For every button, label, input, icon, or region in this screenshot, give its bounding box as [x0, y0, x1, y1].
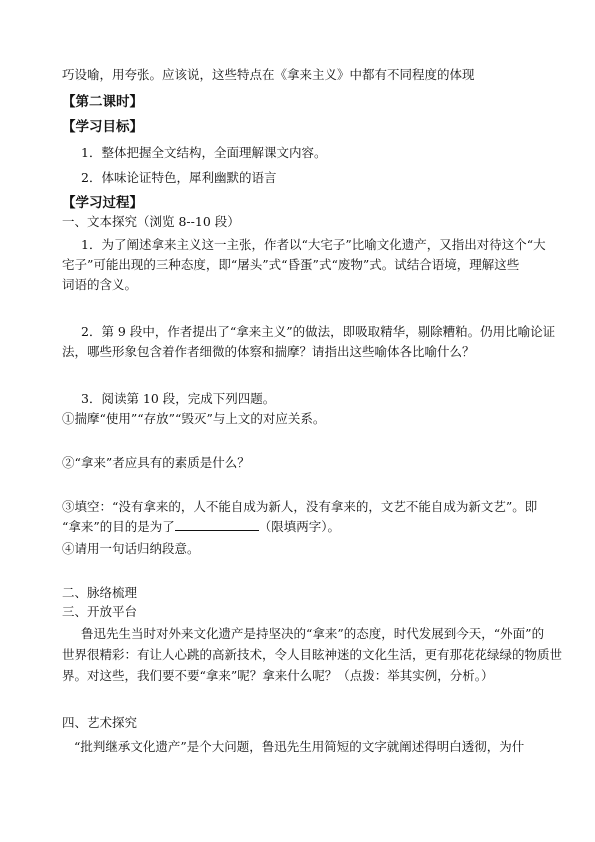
sub-question: ②“拿来”者应具有的素质是什么？ — [62, 455, 250, 470]
section-heading-process: 【学习过程】 — [62, 195, 143, 211]
objective-item: 1．整体把握全文结构，全面理解课文内容。 — [81, 145, 327, 160]
subsection-heading: 三、开放平台 — [62, 604, 138, 619]
question-text: 3．阅读第 10 段，完成下列四题。 — [81, 391, 276, 406]
question-text: 1．为了阐述拿来主义这一主张，作者以“大宅子”比喻文化遗产，又指出对待这个“大 — [81, 237, 546, 252]
section-heading-objectives: 【学习目标】 — [62, 119, 143, 135]
subsection-heading: 一、文本探究（浏览 8--10 段） — [62, 214, 240, 229]
question-text: 法，哪些形象包含着作者细微的体察和揣摩？请指出这些喻体各比喻什么？ — [62, 344, 475, 359]
fill-blank-prefix: “拿来”的目的是为了 — [62, 519, 175, 534]
paragraph-text: 界。对这些，我们要不要“拿来”呢？拿来什么呢？（点拨：举其实例，分析。） — [62, 668, 494, 683]
fill-blank-underline[interactable] — [175, 518, 259, 531]
sub-question: ④请用一句话归纳段意。 — [62, 541, 200, 556]
text-line: 巧设喻，用夸张。应该说，这些特点在《拿来主义》中都有不同程度的体现 — [62, 67, 475, 82]
paragraph-text: “批判继承文化遗产”是个大问题，鲁迅先生用简短的文字就阐述得明白透彻，为什 — [74, 739, 525, 754]
paragraph-text: 鲁迅先生当时对外来文化遗产是持坚决的“拿来”的态度，时代发展到今天，“外面”的 — [81, 626, 545, 641]
question-text: 宅子”可能出现的三种态度，即“屠头”式“昏蛋”式“废物”式。试结合语境，理解这些 — [62, 257, 520, 272]
section-heading-second-lesson: 【第二课时】 — [62, 94, 143, 110]
sub-question: ①揣摩“使用”“存放”“毁灭”与上文的对应关系。 — [62, 411, 326, 426]
question-text: 2．第 9 段中，作者提出了“拿来主义”的做法，即吸取精华，剔除糟粕。仍用比喻论证 — [81, 324, 556, 339]
fill-blank-line — [62, 518, 340, 536]
objective-item: 2．体味论证特色，犀利幽默的语言 — [81, 170, 277, 185]
subsection-heading: 四、艺术探究 — [62, 715, 138, 730]
sub-question: ③填空：“没有拿来的，人不能自成为新人，没有拿来的，文艺不能自成为新文艺”。即 — [62, 499, 538, 514]
fill-blank-suffix: （限填两字）。 — [258, 519, 341, 534]
paragraph-text: 世界很精彩：有让人心跳的高新技术，令人目眩神迷的文化生活，更有那花花绿绿的物质世 — [62, 647, 563, 662]
question-text: 词语的含义。 — [62, 277, 138, 292]
subsection-heading: 二、脉络梳理 — [62, 585, 138, 600]
